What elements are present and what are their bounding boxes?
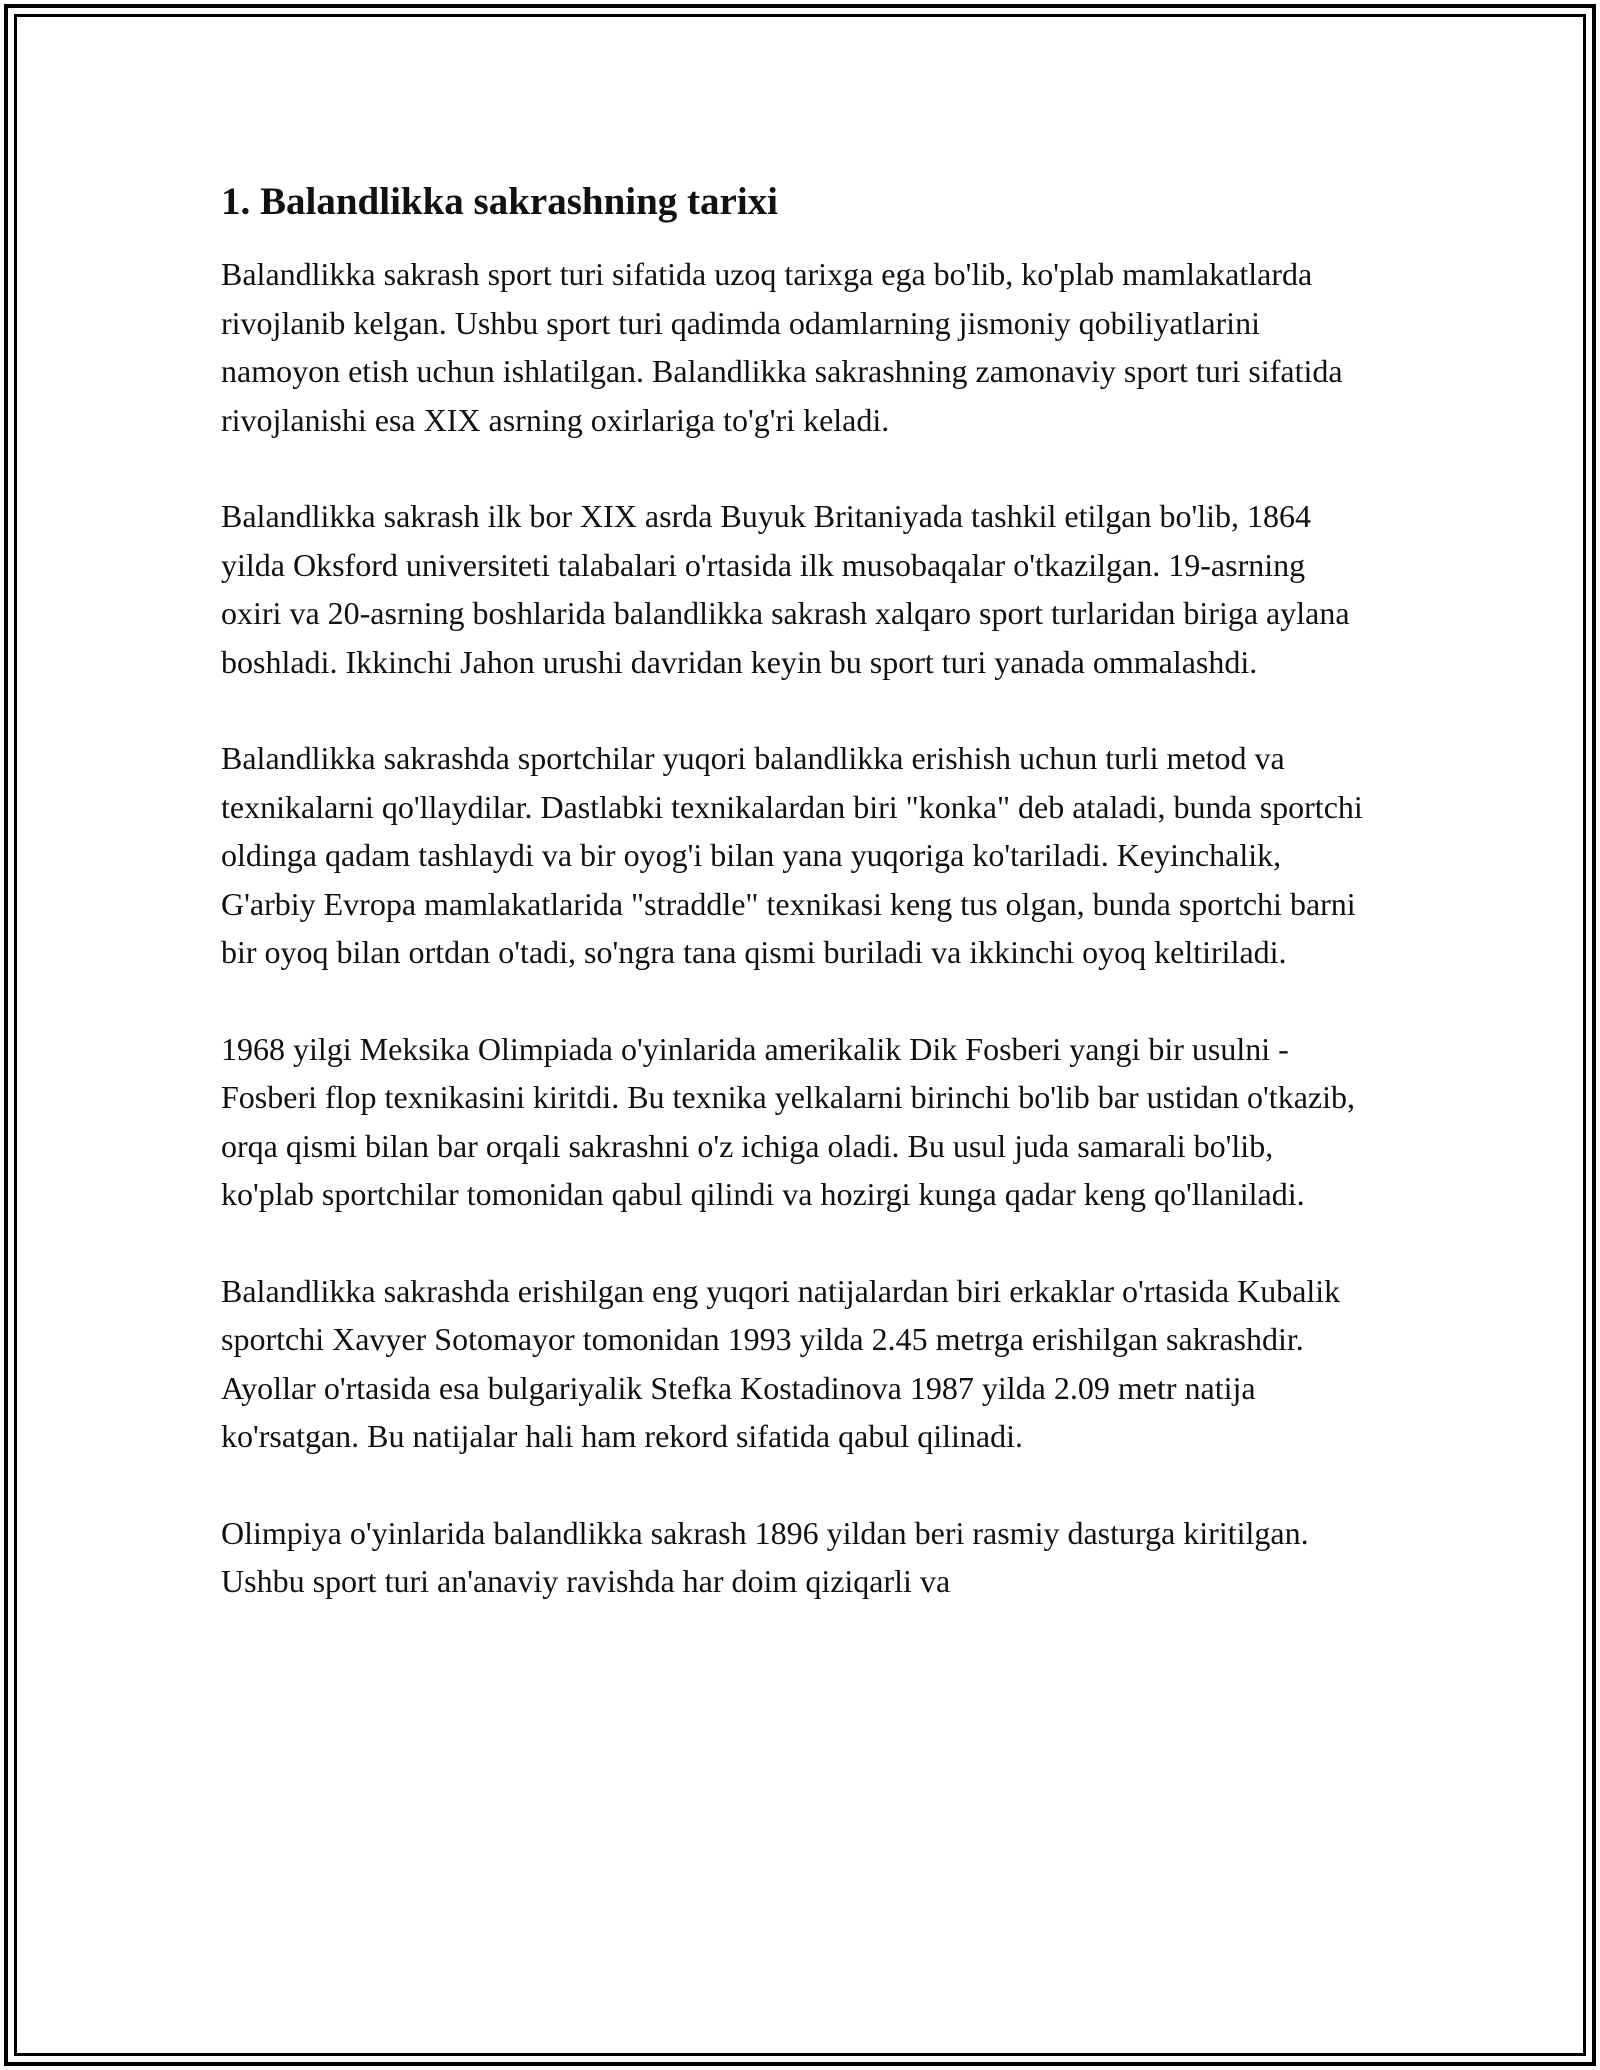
paragraph-fosbury-flop: 1968 yilgi Meksika Olimpiada o'yinlarida amerikalik Dik Fosberi yangi bir usulni - Fosberi flop texnikasini kiritdi. Bu texnika yelkalarni birinchi bo'lib bar ustidan o'tkazib, orqa qismi bilan bar orqali sakrashni o'z ichiga oladi. Bu usul juda samarali bo'lib, ko'plab sportchilar tomonidan qabul qilindi va hozirgi kunga qadar keng qo'llaniladi. [221,1030,1355,1212]
paragraph-olympics: Olimpiya o'yinlarida balandlikka sakrash 1896 yildan beri rasmiy dasturga kiritilgan. Ushbu sport turi an'anaviy ravishda har doim qiziqarli va [221,1514,1309,1599]
paragraph-records: Balandlikka sakrashda erishilgan eng yuqori natijalardan biri erkaklar o'rtasida Kubalik sportchi Xavyer Sotomayor tomonidan 1993 yilda 2.45 metrga erishilgan sakrashdir. Ayollar o'rtasida esa bulgariyalik Stefka Kostadinova 1987 yilda 2.09 metr natija ko'rsatgan. Bu natijalar hali ham rekord sifatida qabul qilinadi. [221,1272,1341,1454]
paragraph-history-intro: Balandlikka sakrash sport turi sifatida uzoq tarixga ega bo'lib, ko'plab mamlakatlarda rivojlanib kelgan. Ushbu sport turi qadimda odamlarning jismoniy qobiliyatlarini namoyon etish uchun ishlatilgan. Balandlikka sakrashning zamonaviy sport turi sifatida rivojlanishi esa XIX asrning oxirlariga to'g'ri keladi. [221,256,1343,438]
paragraph-techniques: Balandlikka sakrashda sportchilar yuqori balandlikka erishish uchun turli metod va texnikalarni qo'llaydilar. Dastlabki texnikalardan biri "konka" deb ataladi, bunda sportchi oldinga qadam tashlaydi va bir oyog'i bilan yana yuqoriga ko'tariladi. Keyinchalik, G'arbiy Evropa mamlakatlarida "straddle" texnikasi keng tus olgan, bunda sportchi barni bir oyoq bilan ortdan o'tadi, so'ngra tana qismi buriladi va ikkinchi oyoq keltiriladi. [221,740,1363,970]
paragraph-britain-origins: Balandlikka sakrash ilk bor XIX asrda Buyuk Britaniyada tashkil etilgan bo'lib, 1864 yilda Oksford universiteti talabalari o'rtasida ilk musobaqalar o'tkazilgan. 19-asrning oxiri va 20-asrning boshlarida balandlikka sakrash xalqaro sport turlaridan biriga aylana boshladi. Ikkinchi Jahon urushi davridan keyin bu sport turi yanada ommalashdi. [221,498,1350,680]
section-heading: 1. Balandlikka sakrashning tarixi [221,180,779,223]
document-body [221,178,1371,1606]
